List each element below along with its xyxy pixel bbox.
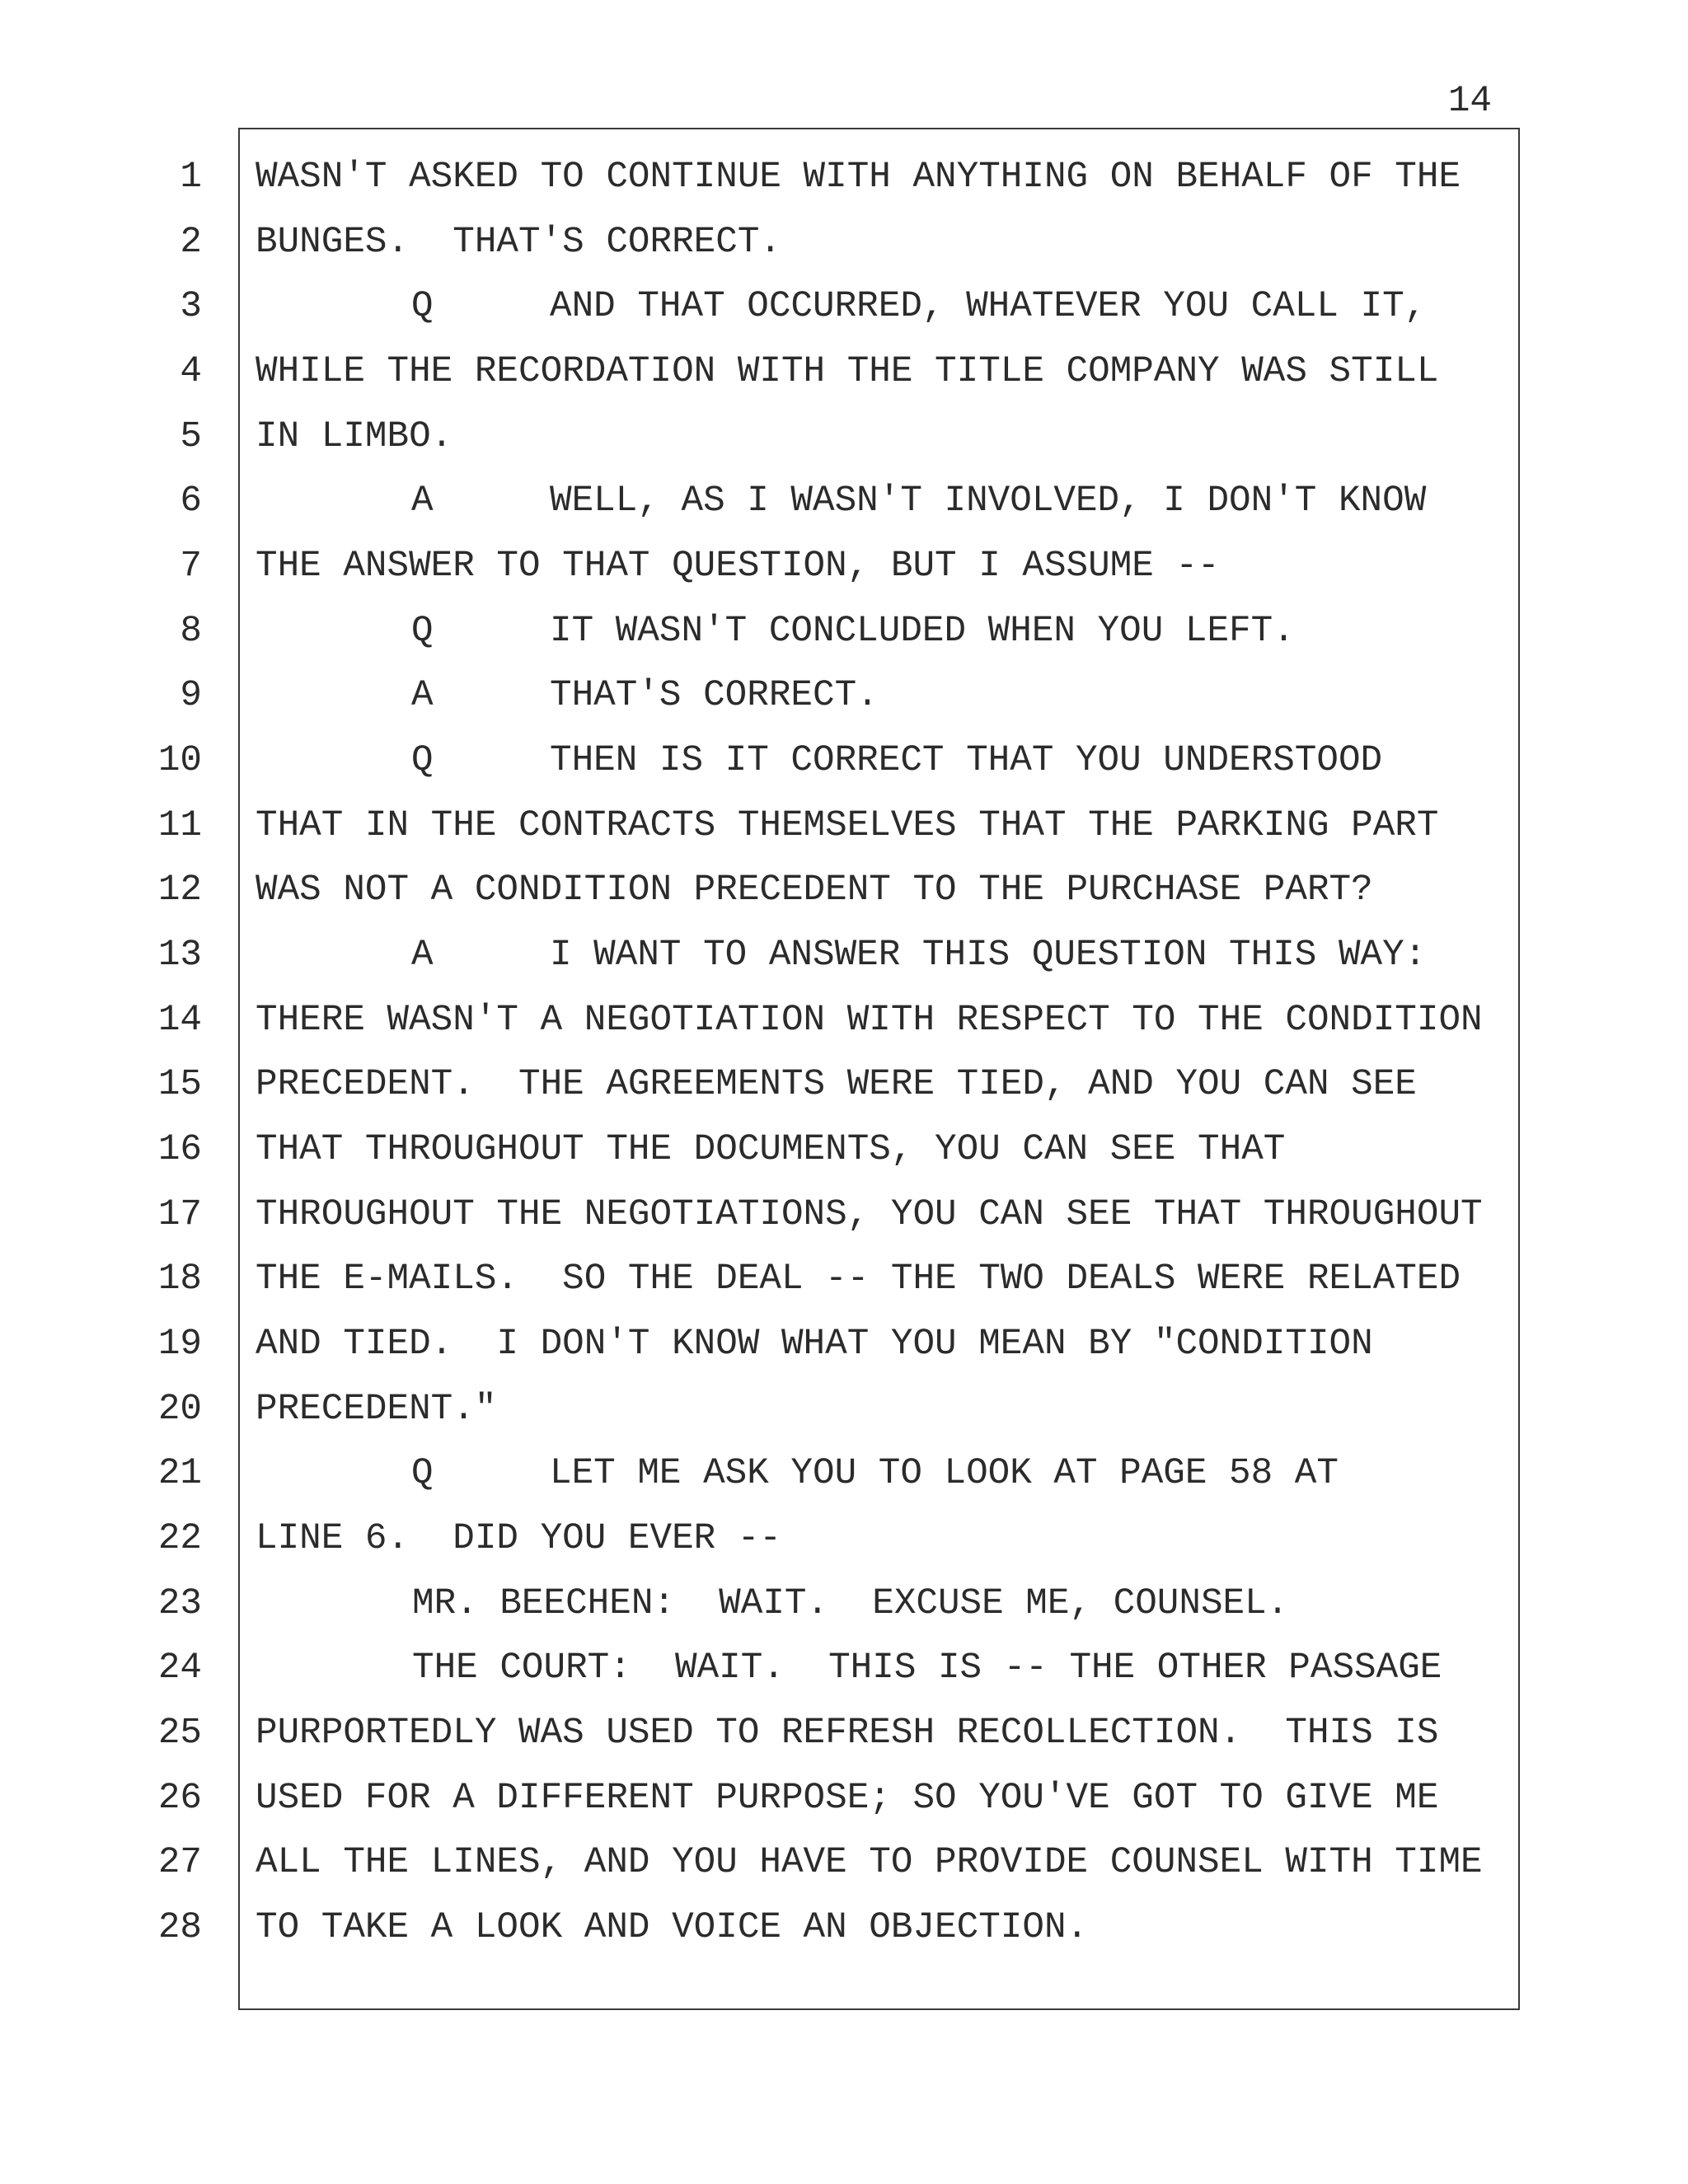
line-text: AND TIED. I DON'T KNOW WHAT YOU MEAN BY "CONDITION: [256, 1324, 1373, 1366]
transcript-line: [0, 729, 1688, 794]
line-text: THAT THROUGHOUT THE DOCUMENTS, YOU CAN SEE THAT: [256, 1129, 1286, 1171]
transcript-line: [0, 1441, 1688, 1507]
transcript-line: [0, 1312, 1688, 1377]
line-text: THEN IS IT CORRECT THAT YOU UNDERSTOOD: [550, 740, 1383, 782]
line-number: 3: [180, 286, 202, 328]
transcript-line: [0, 988, 1688, 1053]
line-text: THERE WASN'T A NEGOTIATION WITH RESPECT TO THE CONDITION: [256, 999, 1483, 1041]
transcript-line: [0, 469, 1688, 534]
line-text: ALL THE LINES, AND YOU HAVE TO PROVIDE COUNSEL WITH TIME: [256, 1842, 1483, 1884]
line-text: WHILE THE RECORDATION WITH THE TITLE COMPANY WAS STILL: [256, 351, 1439, 393]
line-number: 24: [157, 1647, 202, 1690]
line-number: 10: [157, 740, 202, 782]
transcript-line: [0, 1183, 1688, 1248]
transcript-line: [0, 663, 1688, 729]
transcript-line: [0, 599, 1688, 664]
page-number: 14: [1447, 81, 1492, 122]
line-text: THROUGHOUT THE NEGOTIATIONS, YOU CAN SEE THAT THROUGHOUT: [256, 1193, 1483, 1235]
line-number: 20: [157, 1388, 202, 1430]
colloquy-text: THE COURT: WAIT. THIS IS -- THE OTHER PASSAGE: [412, 1647, 1442, 1690]
line-number: 6: [180, 480, 202, 523]
line-number: 18: [157, 1258, 202, 1301]
line-text: IT WASN'T CONCLUDED WHEN YOU LEFT.: [550, 610, 1295, 652]
transcript-line: [0, 1052, 1688, 1118]
line-number: 12: [157, 869, 202, 912]
line-text: WASN'T ASKED TO CONTINUE WITH ANYTHING ON BEHALF OF THE: [256, 157, 1461, 198]
colloquy-text: MR. BEECHEN: WAIT. EXCUSE ME, COUNSEL.: [412, 1582, 1289, 1624]
transcript-line: [0, 405, 1688, 470]
transcript-line: [0, 1507, 1688, 1572]
line-number: 23: [157, 1582, 202, 1624]
line-number: 11: [157, 804, 202, 846]
line-number: 25: [157, 1713, 202, 1755]
line-number: 9: [180, 675, 202, 717]
line-text: PRECEDENT. THE AGREEMENTS WERE TIED, AND YOU CAN SEE: [256, 1064, 1417, 1106]
line-number: 5: [180, 415, 202, 457]
transcript-line: [0, 145, 1688, 210]
line-text: WAS NOT A CONDITION PRECEDENT TO THE PURCHASE PART?: [256, 869, 1373, 912]
line-number: 28: [157, 1907, 202, 1949]
line-number: 13: [157, 935, 202, 977]
transcript-line: [0, 858, 1688, 923]
transcript-line: [0, 1377, 1688, 1442]
transcript-line: [0, 1701, 1688, 1766]
transcript-line: [0, 274, 1688, 340]
line-number: 8: [180, 610, 202, 652]
transcript-body: [0, 145, 1688, 1961]
line-text: PRECEDENT.": [256, 1388, 497, 1430]
transcript-line: [0, 1572, 1688, 1637]
speaker-marker: Q: [411, 610, 434, 652]
line-number: 2: [180, 221, 202, 263]
line-text: PURPORTEDLY WAS USED TO REFRESH RECOLLECTION. THIS IS: [256, 1713, 1439, 1755]
line-number: 17: [157, 1193, 202, 1235]
transcript-line: [0, 340, 1688, 405]
line-number: 4: [180, 351, 202, 393]
transcript-line: [0, 923, 1688, 988]
line-text: I WANT TO ANSWER THIS QUESTION THIS WAY:: [550, 935, 1427, 977]
line-text: THAT'S CORRECT.: [550, 675, 879, 717]
speaker-marker: Q: [411, 1453, 434, 1495]
line-number: 16: [157, 1129, 202, 1171]
line-text: BUNGES. THAT'S CORRECT.: [256, 221, 781, 263]
transcript-line: [0, 210, 1688, 275]
line-number: 26: [157, 1777, 202, 1819]
transcript-line: [0, 1118, 1688, 1183]
line-number: 15: [157, 1064, 202, 1106]
line-text: LET ME ASK YOU TO LOOK AT PAGE 58 AT: [550, 1453, 1339, 1495]
speaker-marker: A: [411, 480, 434, 523]
transcript-line: [0, 1896, 1688, 1961]
line-number: 7: [180, 546, 202, 588]
transcript-line: [0, 534, 1688, 599]
speaker-marker: Q: [411, 286, 434, 328]
line-number: 21: [157, 1453, 202, 1495]
transcript-line: [0, 1830, 1688, 1896]
line-text: AND THAT OCCURRED, WHATEVER YOU CALL IT,: [550, 286, 1427, 328]
transcript-line: [0, 1247, 1688, 1312]
line-text: THAT IN THE CONTRACTS THEMSELVES THAT THE PARKING PART: [256, 804, 1439, 846]
speaker-marker: A: [411, 935, 434, 977]
line-text: WELL, AS I WASN'T INVOLVED, I DON'T KNOW: [550, 480, 1427, 523]
transcript-line: [0, 1636, 1688, 1701]
line-text: THE E-MAILS. SO THE DEAL -- THE TWO DEALS WERE RELATED: [256, 1258, 1461, 1301]
line-number: 14: [157, 999, 202, 1041]
line-text: TO TAKE A LOOK AND VOICE AN OBJECTION.: [256, 1907, 1089, 1949]
speaker-marker: Q: [411, 740, 434, 782]
line-number: 22: [157, 1518, 202, 1560]
line-text: THE ANSWER TO THAT QUESTION, BUT I ASSUME --: [256, 546, 1220, 588]
line-text: USED FOR A DIFFERENT PURPOSE; SO YOU'VE GOT TO GIVE ME: [256, 1777, 1439, 1819]
transcript-line: [0, 794, 1688, 859]
line-number: 1: [180, 157, 202, 198]
line-number: 27: [157, 1842, 202, 1884]
line-text: LINE 6. DID YOU EVER --: [256, 1518, 781, 1560]
line-number: 19: [157, 1324, 202, 1366]
transcript-line: [0, 1766, 1688, 1831]
speaker-marker: A: [411, 675, 434, 717]
line-text: IN LIMBO.: [256, 415, 453, 457]
